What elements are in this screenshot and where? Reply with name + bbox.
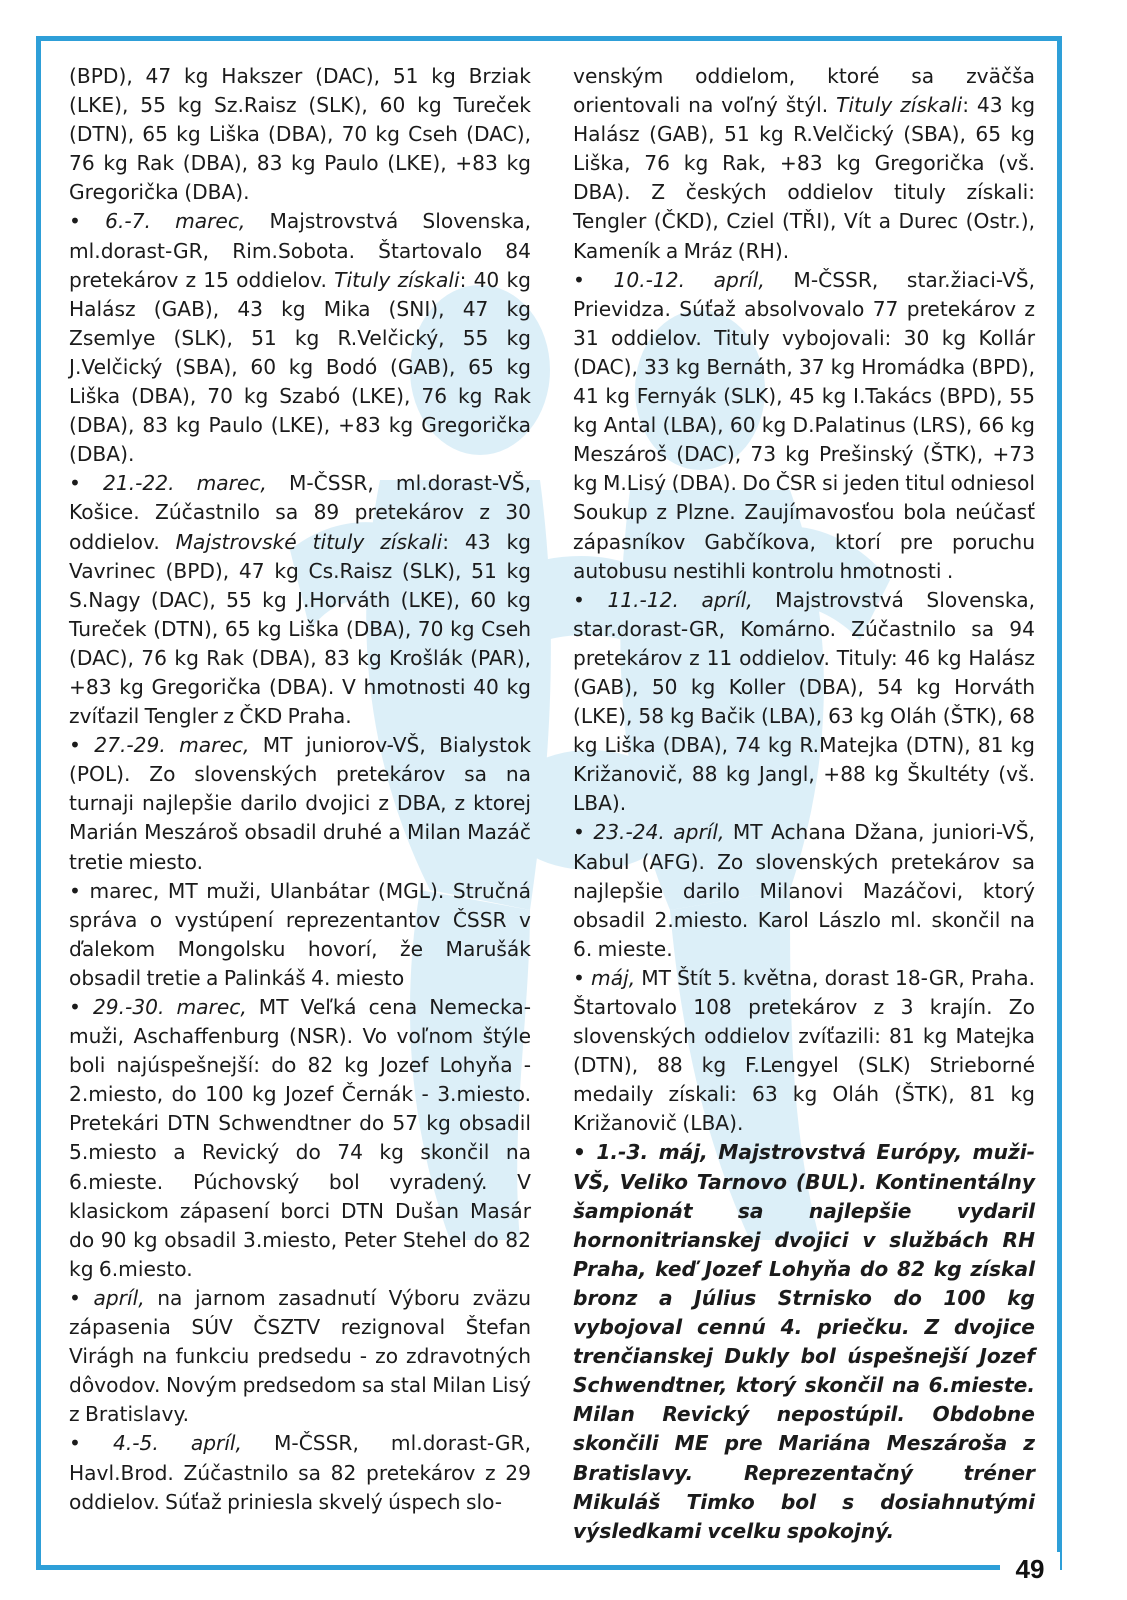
paragraph-entry: venským oddielom, ktoré sa zväčša orientovali na voľný štýl. Tituly získali: 43 kg Halász (GAB), 51 kg R.Velčický (SBA), 65 kg Liška, 76 kg Rak, +83 kg Gregorička (vš. DBA). Z českých oddielov tituly získali: Tengler (ČKD), Cziel (TŘI), Vít a Durec (Ostr.), Kameník a Mráz (RH). bbox=[573, 64, 1036, 263]
paragraph-entry: • 6.-7. marec, Majstrovstvá Slovenska, ml.dorast-GR, Rim.Sobota. Štartovalo 84 pretekárov z 15 oddielov. Tituly získali: 40 kg Halász (GAB), 43 kg Mika (SNI), 47 kg Zsemlye (SLK), 51 kg R.Velčický, 55 kg J.Velčický (SBA), 60 kg Bodó (GAB), 65 kg Liška (DBA), 70 kg Szabó (LKE), 76 kg Rak (DBA), 83 kg Paulo (LKE), +83 kg Gregorička (DBA). bbox=[69, 209, 531, 467]
right-text-column bbox=[573, 62, 1035, 1546]
paragraph-entry: • apríl, na jarnom zasadnutí Výboru zväzu zápasenia SÚV ČSZTV rezignoval Štefan Virágh na funkciu predsedu - zo zdravotných dôvodov. Novým predsedom sa stal Milan Lisý z Bratislavy. bbox=[69, 1285, 531, 1427]
paragraph-entry: • 11.-12. apríl, Majstrovstvá Slovenska, star.dorast-GR, Komárno. Zúčastnilo sa 94 pretekárov z 11 oddielov. Tituly: 46 kg Halász (GAB), 50 kg Koller (DBA), 54 kg Horváth (LKE), 58 kg Bačik (LBA), 63 kg Oláh (ŠTK), 68 kg Liška (DBA), 74 kg R.Matejka (DTN), 81 kg Križanovič, 88 kg Jangl, +88 kg Škultéty (vš. LBA). bbox=[573, 587, 1035, 816]
paragraph-entry: • 4.-5. apríl, M-ČSSR, ml.dorast-GR, Havl.Brod. Zúčastnilo sa 82 pretekárov z 29 oddielov. Súťaž priniesla skvelý úspech slo- bbox=[69, 1431, 532, 1514]
paragraph-entry: • 23.-24. apríl, MT Achana Džana, juniori-VŠ, Kabul (AFG). Zo slovenských pretekárov sa najlepšie darilo Milanovi Mazáčovi, ktorý obsadil 2.miesto. Karol Lászlo ml. skončil na 6. mieste. bbox=[573, 820, 1036, 961]
page-number: 49 bbox=[1000, 1552, 1060, 1586]
paragraph-entry: • 1.-3. máj, Majstrovstvá Európy, muži-VŠ, Veliko Tarnovo (BUL). Kontinentálny šampionát sa najlepšie vydaril hornonitrianskej dvojici v službách RH Praha, keď Jozef Lohyňa do 82 kg získal bronz a Július Strnisko do 100 kg vybojoval cennú 4. priečku. Z dvojice trenčianskej Dukly bol úspešnejší Jozef Schwendtner, ktorý skončil na 6.mieste. Milan Revický nepostúpil. Obdobne skončili ME pre Mariána Meszároša z Bratislavy. Reprezentačný tréner Mikuláš Timko bol s dosiahnutými výsledkami vcelku spokojný. bbox=[573, 1140, 1035, 1543]
paragraph-entry: (BPD), 47 kg Hakszer (DAC), 51 kg Brziak (LKE), 55 kg Sz.Raisz (SLK), 60 kg Tureček (DTN), 65 kg Liška (DBA), 70 kg Cseh (DAC), 76 kg Rak (DBA), 83 kg Paulo (LKE), +83 kg Gregorička (DBA). bbox=[69, 64, 531, 205]
paragraph-entry: • 29.-30. marec, MT Veľká cena Nemecka-muži, Aschaffenburg (NSR). Vo voľnom štýle boli najúspešnejší: do 82 kg Jozef Lohyňa - 2.miesto, do 100 kg Jozef Černák - 3.miesto. Pretekári DTN Schwendtner do 57 kg obsadil 5.miesto a Revický do 74 kg skončil na 6.mieste. Púchovský bol vyradený. V klasickom zápasení borci DTN Dušan Masár do 90 kg obsadil 3.miesto, Peter Stehel do 82 kg 6.miesto. bbox=[69, 995, 531, 1281]
paragraph-entry: • 10.-12. apríl, M-ČSSR, star.žiaci-VŠ, Prievidza. Súťaž absolvovalo 77 pretekárov z 31 oddielov. Tituly vybojovali: 30 kg Kollár (DAC), 33 kg Bernáth, 37 kg Hromádka (BPD), 41 kg Fernyák (SLK), 45 kg I.Takács (BPD), 55 kg Antal (LBA), 60 kg D.Palatinus (LRS), 66 kg Meszároš (DAC), 73 kg Prešinský (ŠTK), +73 kg M.Lisý (DBA). Do ČSR si jeden titul odniesol Soukup z Plzne. Zaujímavosťou bola neúčasť zápasníkov Gabčíkova, ktorí pre poruchu autobusu nestihli kontrolu hmotnosti . bbox=[573, 267, 1036, 583]
paragraph-entry: • marec, MT muži, Ulanbátar (MGL). Stručná správa o vystúpení reprezentantov ČSSR v ďalekom Mongolsku hovorí, že Marušák obsadil tretie a Palinkáš 4. miesto bbox=[69, 878, 531, 990]
left-text-column bbox=[69, 62, 531, 1517]
paragraph-entry: • máj, MT Štít 5. května, dorast 18-GR, Praha. Štartovalo 108 pretekárov z 3 krajín. Zo slovenských oddielov zvíťazili: 81 kg Matejka (DTN), 88 kg F.Lengyel (SLK) Strieborné medaily získali: 63 kg Oláh (ŠTK), 81 kg Križanovič (LBA). bbox=[573, 965, 1035, 1136]
paragraph-entry: • 21.-22. marec, M-ČSSR, ml.dorast-VŠ, Košice. Zúčastnilo sa 89 pretekárov z 30 oddielov. Majstrovské tituly získali: 43 kg Vavrinec (BPD), 47 kg Cs.Raisz (SLK), 51 kg S.Nagy (DAC), 55 kg J.Horváth (LKE), 60 kg Tureček (DTN), 65 kg Liška (DBA), 70 kg Cseh (DAC), 76 kg Rak (DBA), 83 kg Krošlák (PAR), +83 kg Gregorička (DBA). V hmotnosti 40 kg zvíťazil Tengler z ČKD Praha. bbox=[69, 471, 532, 729]
paragraph-entry: • 27.-29. marec, MT juniorov-VŠ, Bialystok (POL). Zo slovenských pretekárov sa na turnaji najlepšie darilo dvojici z DBA, z ktorej Marián Meszároš obsadil druhé a Milan Mazáč tretie miesto. bbox=[69, 733, 531, 874]
